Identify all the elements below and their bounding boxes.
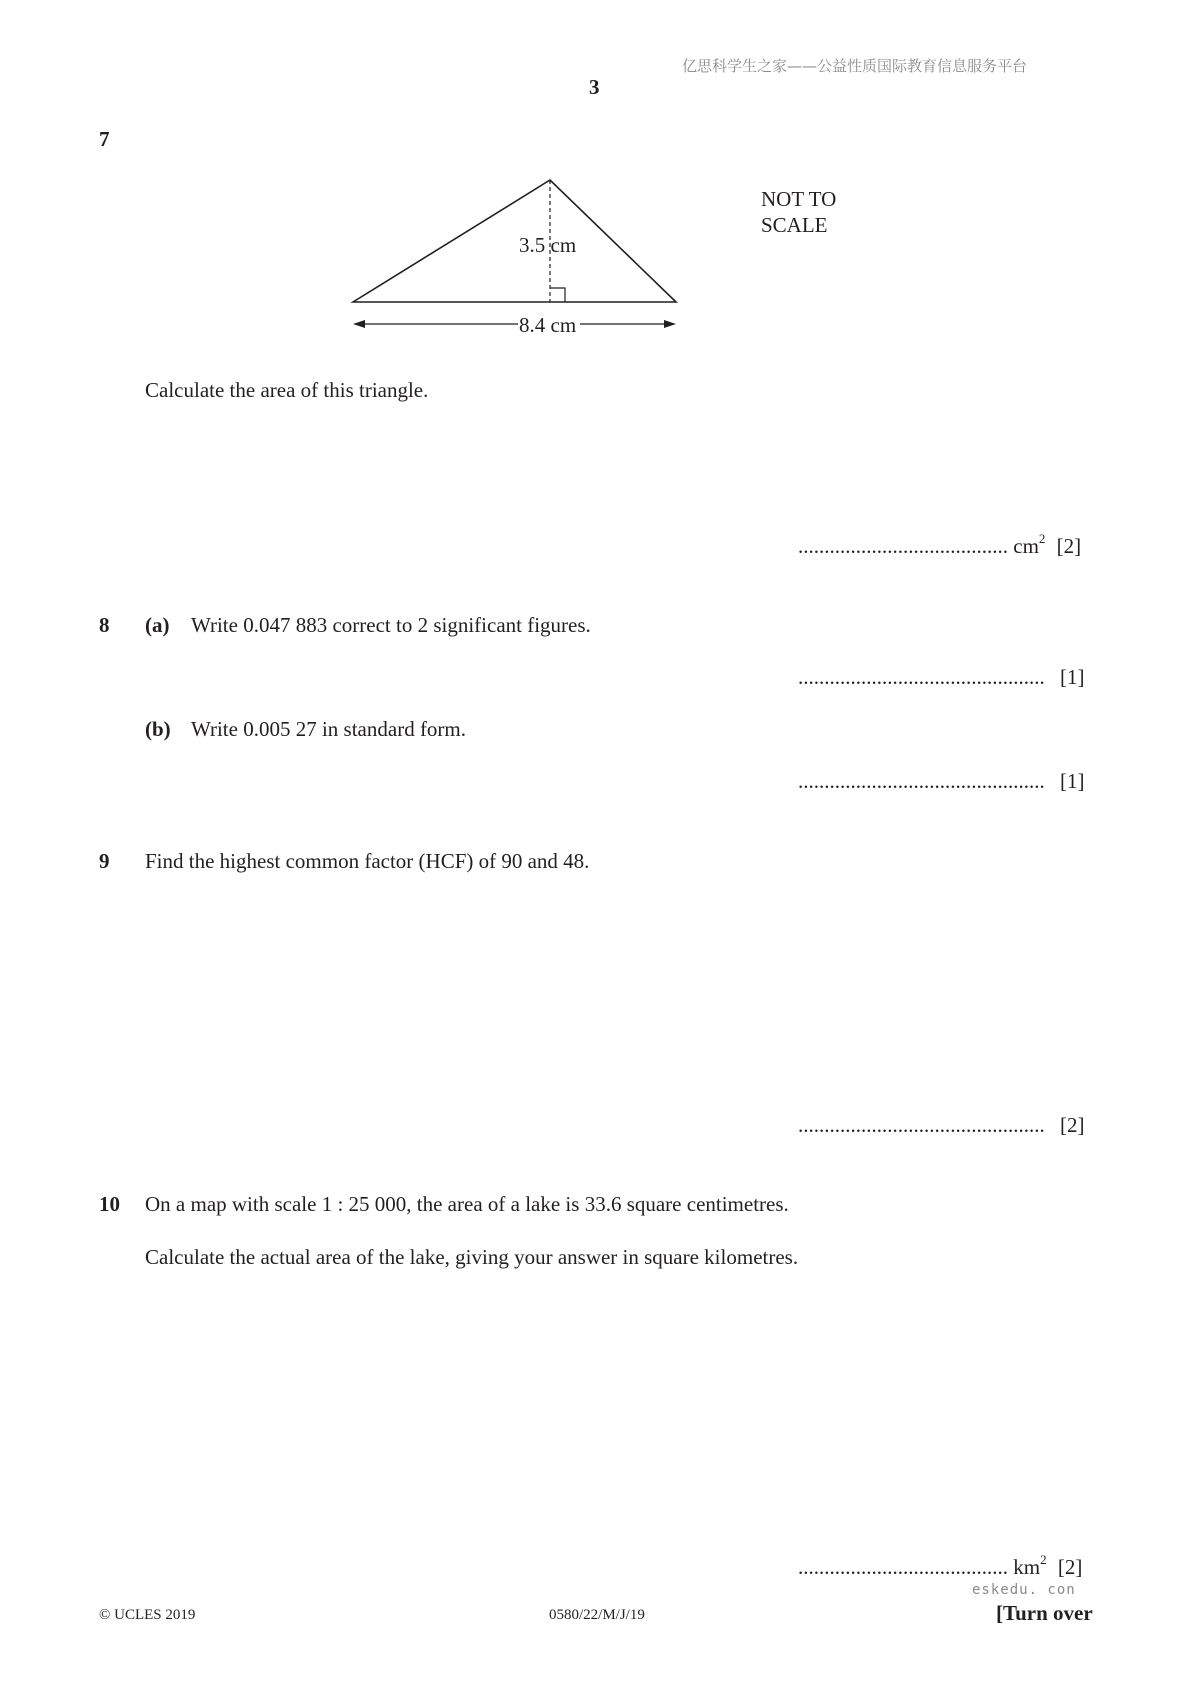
- turn-over: [Turn over: [996, 1601, 1093, 1625]
- q8a-label: (a): [145, 613, 170, 637]
- not-to-scale-line2: SCALE: [761, 213, 828, 237]
- q8a-answer-line[interactable]: [798, 664, 1085, 690]
- marks: [2]: [1057, 1555, 1083, 1579]
- q10-answer-line[interactable]: [798, 1554, 1082, 1580]
- header-watermark: 亿思科学生之家——公益性质国际教育信息服务平台: [682, 57, 1028, 75]
- unit-power: 2: [1040, 1552, 1047, 1567]
- q10-prompt-1: On a map with scale 1 : 25 000, the area of a lake is 33.6 square centimetres.: [145, 1192, 789, 1216]
- marks: [2]: [1056, 534, 1082, 558]
- q7-answer-line[interactable]: [798, 533, 1081, 559]
- marks: [2]: [1060, 1113, 1085, 1137]
- q8b-label: (b): [145, 717, 171, 741]
- q7-prompt: Calculate the area of this triangle.: [145, 378, 429, 402]
- q8a-prompt: Write 0.047 883 correct to 2 significant figures.: [191, 613, 591, 637]
- answer-dots: ...............................................: [798, 665, 1045, 689]
- q10-prompt-2: Calculate the actual area of the lake, giving your answer in square kilometres.: [145, 1245, 799, 1269]
- not-to-scale-line1: NOT TO: [761, 187, 837, 211]
- triangle-shape: [353, 180, 676, 302]
- marks: [1]: [1060, 769, 1085, 793]
- answer-unit: km: [1013, 1555, 1041, 1579]
- base-label: 8.4 cm: [519, 313, 577, 337]
- q8b-prompt: Write 0.005 27 in standard form.: [191, 717, 467, 741]
- unit-power: 2: [1038, 531, 1046, 546]
- paper-code: 0580/22/M/J/19: [549, 1607, 645, 1623]
- question-number-8: 8: [99, 613, 110, 637]
- q9-answer-line[interactable]: [798, 1112, 1085, 1138]
- question-number-7: 7: [99, 127, 110, 151]
- question-number-10: 10: [99, 1192, 120, 1216]
- copyright: © UCLES 2019: [99, 1607, 196, 1623]
- arrowhead-left: [353, 320, 365, 328]
- right-angle-marker: [550, 288, 565, 302]
- answer-dots: ...............................................: [798, 769, 1045, 793]
- marks: [1]: [1060, 665, 1085, 689]
- answer-unit: cm: [1013, 534, 1039, 558]
- height-label: 3.5 cm: [519, 233, 577, 257]
- footer-watermark: eskedu. con: [972, 1582, 1076, 1598]
- question-number-9: 9: [99, 849, 110, 873]
- answer-dots: ...............................................: [798, 1113, 1045, 1137]
- q8b-answer-line[interactable]: [798, 768, 1085, 794]
- page-number: 3: [589, 75, 600, 99]
- q9-prompt: Find the highest common factor (HCF) of 90 and 48.: [145, 849, 590, 873]
- arrowhead-right: [664, 320, 676, 328]
- answer-dots: ........................................: [798, 534, 1008, 558]
- answer-dots: ........................................: [798, 1555, 1008, 1579]
